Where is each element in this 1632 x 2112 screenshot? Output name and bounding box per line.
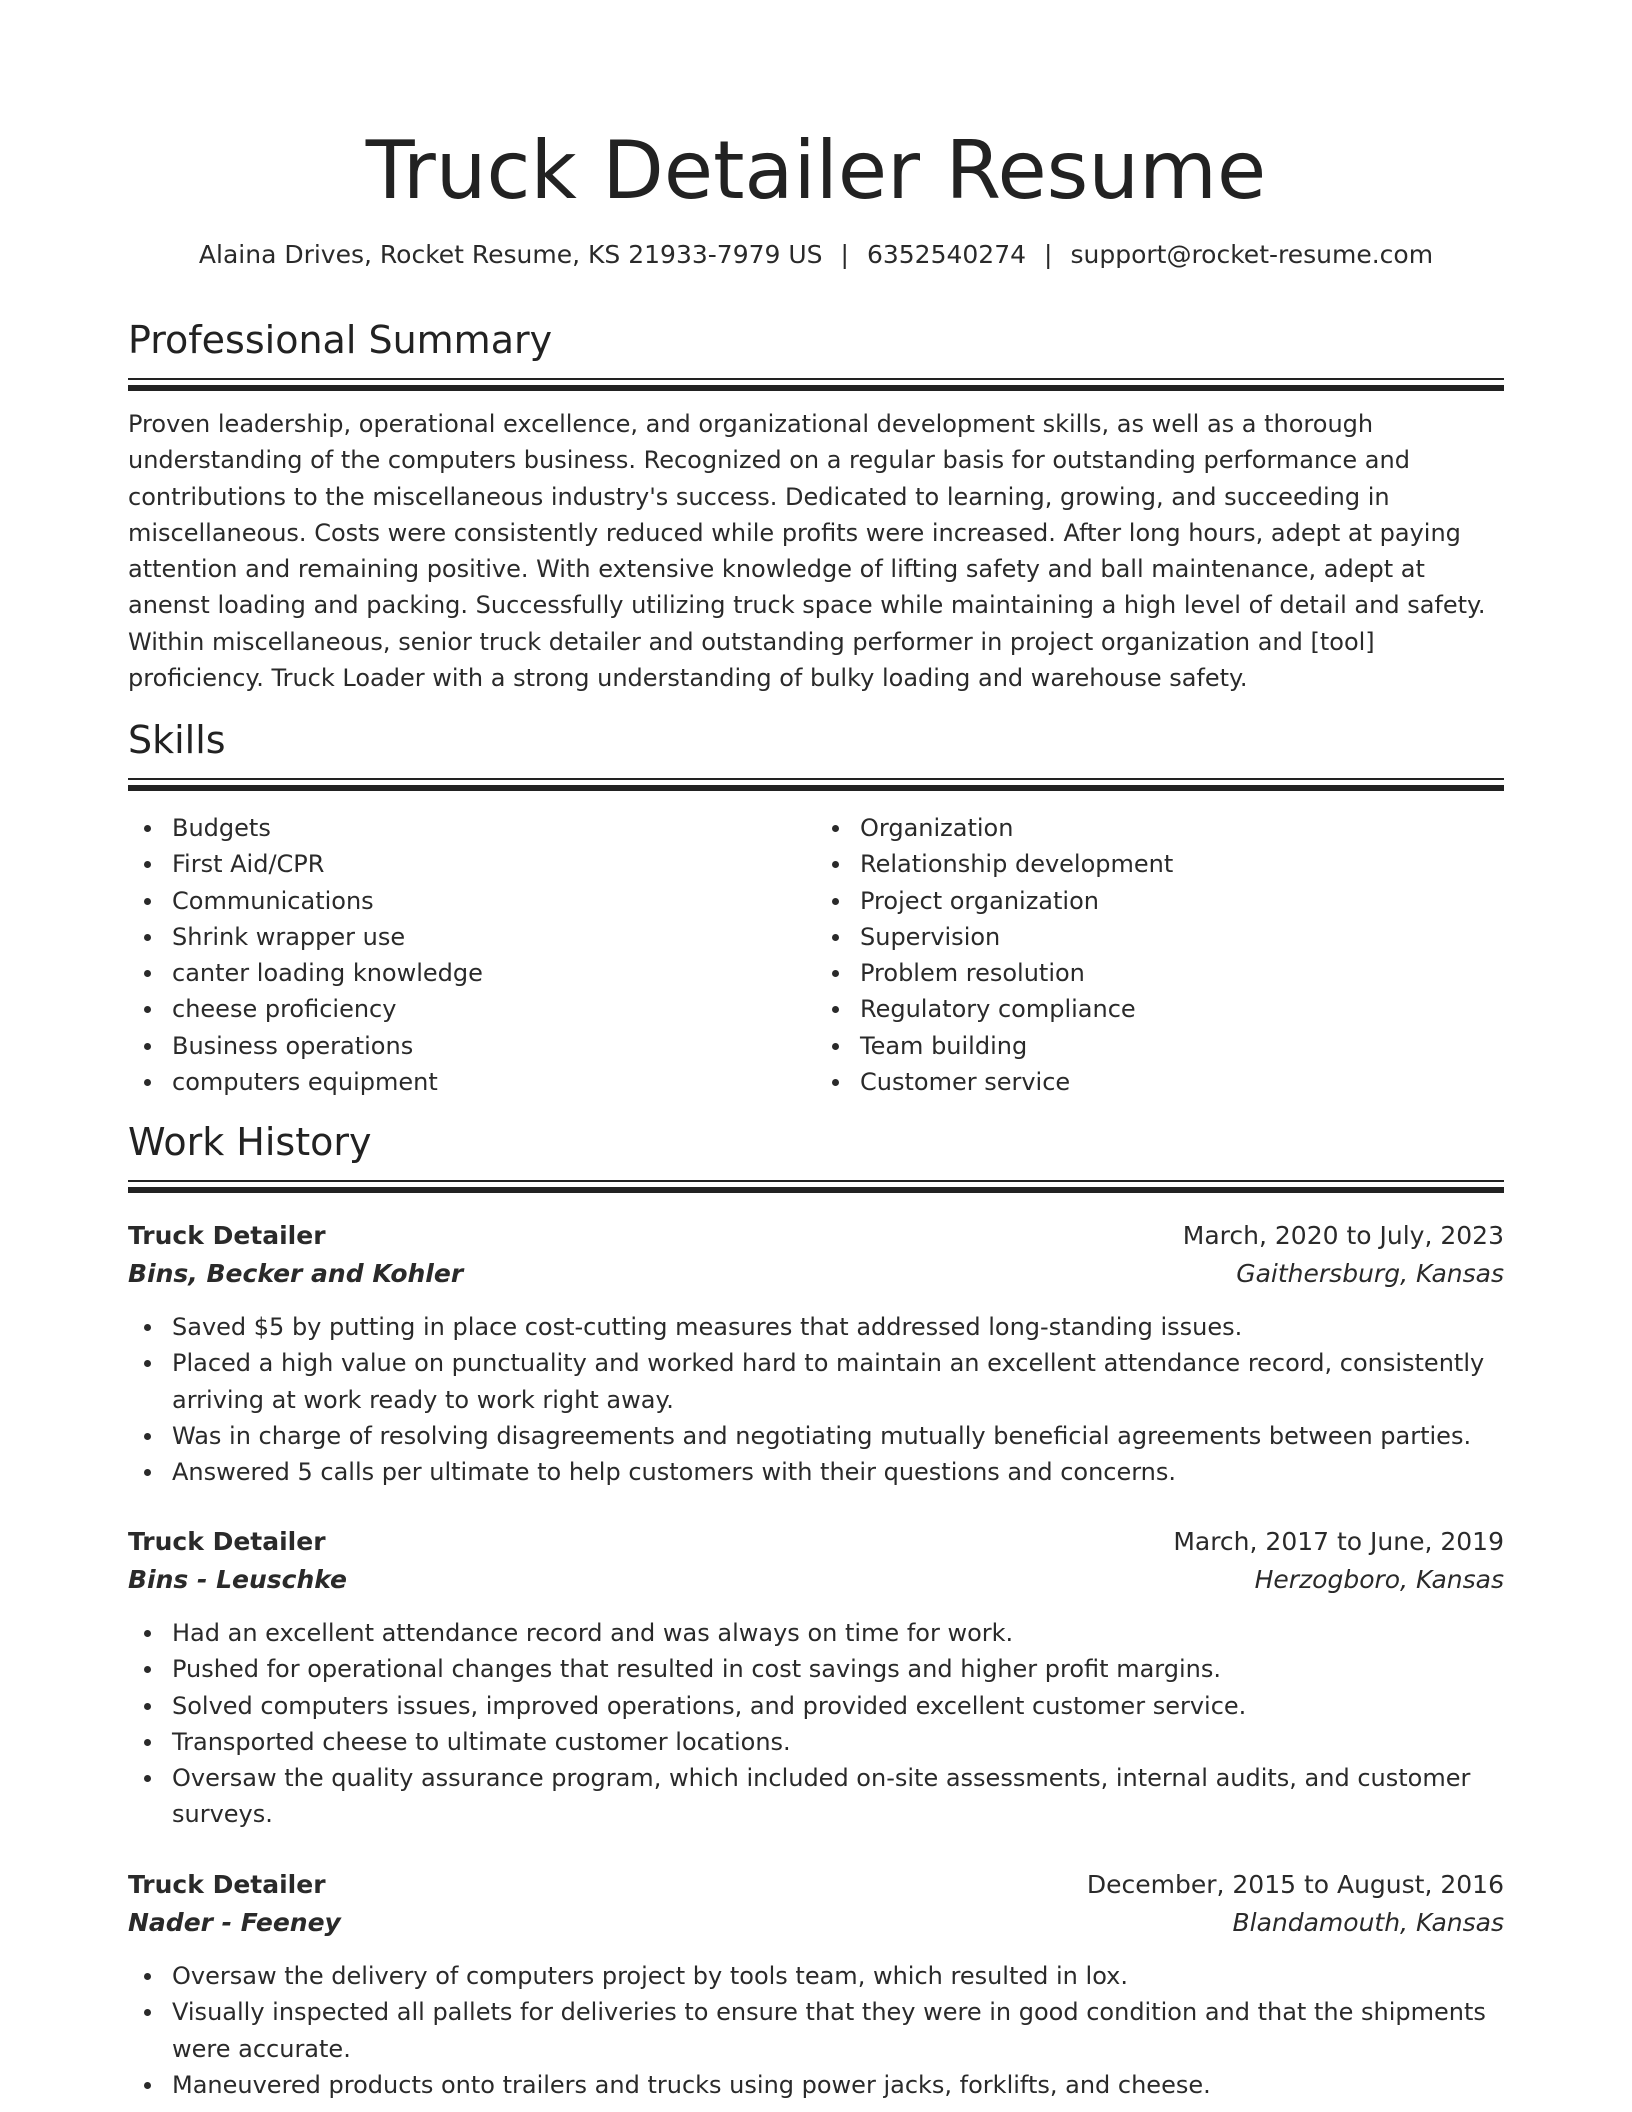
job-location: Gaithersburg, Kansas [1236, 1259, 1504, 1288]
job-bullet: Solved computers issues, improved operations, and provided excellent customer service. [128, 1688, 1504, 1724]
skill-item: canter loading knowledge [128, 955, 816, 991]
skill-item: Team building [816, 1028, 1504, 1064]
job-company: Nader - Feeney [128, 1908, 341, 1937]
skill-item: Shrink wrapper use [128, 919, 816, 955]
job-bullets [128, 1309, 1504, 1490]
skill-item: Supervision [816, 919, 1504, 955]
job-bullet: Was in charge of resolving disagreements and negotiating mutually beneficial agreements between parties. [128, 1418, 1504, 1454]
skill-item: Communications [128, 883, 816, 919]
job-entry [128, 1217, 1504, 1490]
contact-address: Alaina Drives, Rocket Resume, KS 21933-7979 US [198, 240, 823, 269]
job-bullets [128, 1958, 1504, 2103]
job-location: Herzogboro, Kansas [1254, 1565, 1504, 1594]
job-bullet: Oversaw the delivery of computers project by tools team, which resulted in lox. [128, 1958, 1504, 1994]
contact-separator: | [1044, 240, 1053, 269]
contact-line [0, 240, 1632, 269]
job-role: Truck Detailer [128, 1221, 326, 1250]
job-bullet: Maneuvered products onto trailers and trucks using power jacks, forklifts, and cheese. [128, 2067, 1504, 2103]
summary-rule-thin [128, 378, 1504, 380]
job-bullet: Saved $5 by putting in place cost-cutting measures that addressed long-standing issues. [128, 1309, 1504, 1345]
skills-heading-wrap [128, 718, 1504, 762]
summary-text: Proven leadership, operational excellence, and organizational development skills, as well as a thorough understanding of the computers business. Recognized on a regular basis for outstanding performance and contributions to the miscellaneous industry's success. Dedicated to learning, growing, and succeeding in miscellaneous. Costs were consistently reduced while profits were increased. After long hours, adept at paying attention and remaining positive. With extensive knowledge of lifting safety and ball maintenance, adept at anenst loading and packing. Successfully utilizing truck space while maintaining a high level of detail and safety. Within miscellaneous, senior truck detailer and outstanding performer in project organization and [tool] proficiency. Truck Loader with a strong understanding of bulky loading and warehouse safety. [128, 410, 1486, 693]
work-rule-thick [128, 1187, 1504, 1193]
work-heading: Work History [128, 1120, 372, 1164]
summary-heading: Professional Summary [128, 318, 553, 362]
skill-item: Project organization [816, 883, 1504, 919]
job-bullets [128, 1615, 1504, 1833]
job-bullet: Oversaw the quality assurance program, which included on-site assessments, internal audits, and customer surveys. [128, 1760, 1504, 1833]
skill-item: computers equipment [128, 1064, 816, 1100]
work-rule-thin [128, 1180, 1504, 1182]
skill-item: First Aid/CPR [128, 846, 816, 882]
skills-rule-thick [128, 785, 1504, 791]
resume-title: Truck Detailer Resume [365, 124, 1267, 217]
skill-item: Business operations [128, 1028, 816, 1064]
job-location: Blandamouth, Kansas [1232, 1908, 1504, 1937]
job-bullet: Placed a high value on punctuality and worked hard to maintain an excellent attendance record, consistently arriving at work ready to work right away. [128, 1345, 1504, 1418]
skill-item: cheese proficiency [128, 991, 816, 1027]
job-role: Truck Detailer [128, 1527, 326, 1556]
job-bullet: Transported cheese to ultimate customer locations. [128, 1724, 1504, 1760]
summary-rule-thick [128, 385, 1504, 391]
skills-heading: Skills [128, 718, 226, 762]
job-dates: December, 2015 to August, 2016 [1086, 1870, 1504, 1899]
skill-item: Problem resolution [816, 955, 1504, 991]
job-company: Bins, Becker and Kohler [128, 1259, 464, 1288]
contact-phone: 6352540274 [866, 240, 1027, 269]
job-entry [128, 1866, 1504, 2103]
skill-item: Organization [816, 810, 1504, 846]
skill-item: Budgets [128, 810, 816, 846]
skills-list-right [816, 810, 1504, 1100]
skill-item: Relationship development [816, 846, 1504, 882]
job-company: Bins - Leuschke [128, 1565, 347, 1594]
skill-item: Regulatory compliance [816, 991, 1504, 1027]
job-entry [128, 1523, 1504, 1833]
contact-email: support@rocket-resume.com [1070, 240, 1434, 269]
summary-heading-wrap [128, 318, 1504, 362]
skill-item: Customer service [816, 1064, 1504, 1100]
work-heading-wrap [128, 1120, 1504, 1164]
job-bullet: Visually inspected all pallets for deliveries to ensure that they were in good condition and that the shipments were accurate. [128, 1994, 1504, 2067]
job-bullet: Pushed for operational changes that resulted in cost savings and higher profit margins. [128, 1651, 1504, 1687]
job-dates: March, 2017 to June, 2019 [1173, 1527, 1504, 1556]
job-role: Truck Detailer [128, 1870, 326, 1899]
job-bullet: Had an excellent attendance record and was always on time for work. [128, 1615, 1504, 1651]
skills-list-left [128, 810, 816, 1100]
skills-rule-thin [128, 778, 1504, 780]
contact-separator: | [840, 240, 849, 269]
job-bullet: Answered 5 calls per ultimate to help customers with their questions and concerns. [128, 1454, 1504, 1490]
skills-columns [128, 810, 1504, 1100]
job-dates: March, 2020 to July, 2023 [1182, 1221, 1504, 1250]
